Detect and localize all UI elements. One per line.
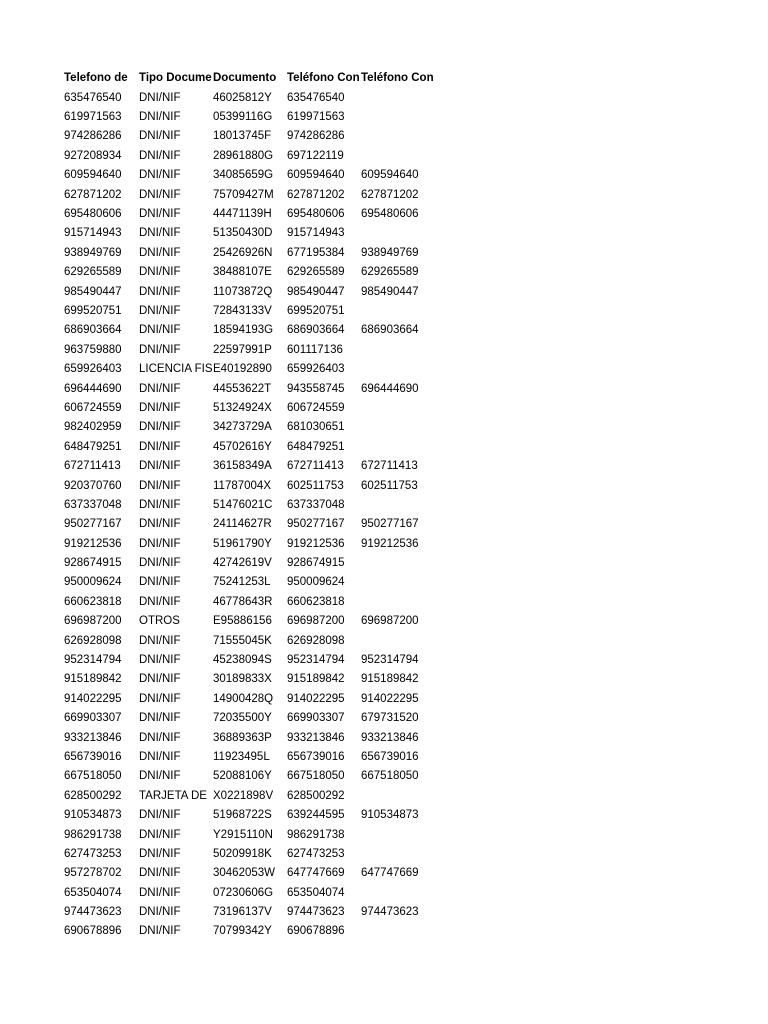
table-cell[interactable]: 915189842 xyxy=(361,673,419,686)
table-cell[interactable]: 11923495L xyxy=(213,750,270,763)
table-cell[interactable]: 695480606 xyxy=(361,208,419,221)
table-cell[interactable]: 681030651 xyxy=(287,421,345,434)
table-cell[interactable]: 629265589 xyxy=(361,266,419,279)
table-cell[interactable]: DNI/NIF xyxy=(139,188,181,201)
table-cell[interactable]: 46025812Y xyxy=(213,91,272,104)
column-header[interactable]: Teléfono Con xyxy=(361,72,434,84)
table-cell[interactable]: 690678896 xyxy=(64,925,122,938)
table-cell[interactable]: 656739016 xyxy=(287,750,345,763)
table-cell[interactable]: 609594640 xyxy=(287,169,345,182)
table-cell[interactable]: 627473253 xyxy=(64,847,122,860)
table-cell[interactable]: 629265589 xyxy=(287,266,345,279)
table-cell[interactable]: DNI/NIF xyxy=(139,537,181,550)
table-cell[interactable]: 985490447 xyxy=(64,285,122,298)
table-cell[interactable]: 974473623 xyxy=(287,906,345,919)
table-cell[interactable]: TARJETA DE xyxy=(139,789,207,802)
table-cell[interactable]: 44553622T xyxy=(213,382,272,395)
table-cell[interactable]: 985490447 xyxy=(287,285,345,298)
table-row xyxy=(64,650,435,669)
table-cell[interactable]: 667518050 xyxy=(361,770,419,783)
table-row xyxy=(64,573,435,592)
table-cell[interactable]: Y2915110N xyxy=(213,828,273,841)
table-cell[interactable]: 653504074 xyxy=(287,886,345,899)
table-cell[interactable]: OTROS xyxy=(139,615,180,628)
table-cell[interactable]: 45702616Y xyxy=(213,440,272,453)
table-cell[interactable]: 647747669 xyxy=(287,867,345,880)
table-cell[interactable]: DNI/NIF xyxy=(139,925,181,938)
table-cell[interactable]: DNI/NIF xyxy=(139,479,181,492)
table-cell[interactable]: 609594640 xyxy=(64,169,122,182)
table-cell[interactable]: 18594193G xyxy=(213,324,274,337)
table-row xyxy=(64,301,435,320)
column-header[interactable]: Teléfono Con xyxy=(287,72,360,84)
column-header[interactable]: Tipo Docume xyxy=(139,72,212,84)
table-cell[interactable]: 659926403 xyxy=(64,363,122,376)
table-cell[interactable]: 686903664 xyxy=(287,324,345,337)
table-cell[interactable]: DNI/NIF xyxy=(139,246,181,259)
table-cell[interactable]: DNI/NIF xyxy=(139,304,181,317)
table-row xyxy=(64,185,435,204)
table-cell[interactable]: 952314794 xyxy=(287,654,345,667)
table-cell[interactable]: 72035500Y xyxy=(213,712,272,725)
table-cell[interactable]: 943558745 xyxy=(287,382,345,395)
table-cell[interactable]: 30189833X xyxy=(213,673,272,686)
table-cell[interactable]: 982402959 xyxy=(64,421,122,434)
table-cell[interactable]: 22597991P xyxy=(213,343,272,356)
table-cell[interactable]: 628500292 xyxy=(64,789,122,802)
table-cell[interactable]: DNI/NIF xyxy=(139,518,181,531)
table-row xyxy=(64,612,435,631)
table-cell[interactable]: 30462053W xyxy=(213,867,276,880)
table-cell[interactable]: 669903307 xyxy=(64,712,122,725)
table-cell[interactable]: 938949769 xyxy=(361,246,419,259)
table-cell[interactable]: 933213846 xyxy=(287,731,345,744)
table-cell[interactable]: 672711413 xyxy=(361,460,418,473)
table-cell[interactable]: 919212536 xyxy=(64,537,122,550)
table-row xyxy=(64,204,435,223)
table-cell[interactable]: 627871202 xyxy=(64,188,122,201)
table-cell[interactable]: DNI/NIF xyxy=(139,130,181,143)
table-cell[interactable]: 38488107E xyxy=(213,266,272,279)
table-cell[interactable]: 635476540 xyxy=(64,91,122,104)
table-cell[interactable]: 70799342Y xyxy=(213,925,272,938)
table-cell[interactable]: 950009624 xyxy=(287,576,345,589)
table-cell[interactable]: 602511753 xyxy=(361,479,418,492)
table-cell[interactable]: 637337048 xyxy=(287,498,345,511)
table-cell[interactable]: 915714943 xyxy=(64,227,122,240)
table-cell[interactable]: 950009624 xyxy=(64,576,122,589)
table-cell[interactable]: 986291738 xyxy=(287,828,345,841)
table-cell[interactable]: 602511753 xyxy=(287,479,344,492)
table-cell[interactable]: 957278702 xyxy=(64,867,122,880)
table-cell[interactable]: 28961880G xyxy=(213,149,274,162)
table-cell[interactable]: DNI/NIF xyxy=(139,809,181,822)
table-cell[interactable]: DNI/NIF xyxy=(139,111,181,124)
table-cell[interactable]: 36889363P xyxy=(213,731,272,744)
table-row xyxy=(64,864,435,883)
table-row xyxy=(64,825,435,844)
table-cell[interactable]: DNI/NIF xyxy=(139,208,181,221)
table-cell[interactable]: DNI/NIF xyxy=(139,324,181,337)
table-cell[interactable]: 686903664 xyxy=(361,324,419,337)
table-cell[interactable]: 626928098 xyxy=(287,634,345,647)
column-header[interactable]: Documento xyxy=(213,72,277,84)
table-cell[interactable]: 11787004X xyxy=(213,479,271,492)
table-cell[interactable]: 627871202 xyxy=(361,188,419,201)
table-row xyxy=(64,437,435,456)
table-row xyxy=(64,883,435,902)
table-cell[interactable]: 18013745F xyxy=(213,130,272,143)
table-row xyxy=(64,495,435,514)
table-row xyxy=(64,263,435,282)
table-row xyxy=(64,670,435,689)
table-cell[interactable]: 628500292 xyxy=(287,789,345,802)
table-cell[interactable]: DNI/NIF xyxy=(139,906,181,919)
column-header[interactable]: Telefono de xyxy=(64,72,128,84)
table-row xyxy=(64,767,435,786)
table-cell[interactable]: 72843133V xyxy=(213,304,272,317)
table-row xyxy=(64,786,435,805)
table-cell[interactable]: 75709427M xyxy=(213,188,274,201)
table-cell[interactable]: 34273729A xyxy=(213,421,272,434)
table-cell[interactable]: X0221898V xyxy=(213,789,274,802)
table-cell[interactable]: 619971563 xyxy=(287,111,345,124)
table-cell[interactable]: 639244595 xyxy=(287,809,345,822)
table-row xyxy=(64,418,435,437)
table-cell[interactable]: 933213846 xyxy=(361,731,419,744)
table-cell[interactable]: DNI/NIF xyxy=(139,886,181,899)
header-row xyxy=(64,68,435,88)
table-cell[interactable]: DNI/NIF xyxy=(139,595,181,608)
table-row xyxy=(64,534,435,553)
table-cell[interactable]: DNI/NIF xyxy=(139,285,181,298)
table-cell[interactable]: 626928098 xyxy=(64,634,122,647)
table-cell[interactable]: DNI/NIF xyxy=(139,421,181,434)
table-cell[interactable]: 915189842 xyxy=(64,673,122,686)
table-cell[interactable]: 34085659G xyxy=(213,169,274,182)
table-cell[interactable]: 648479251 xyxy=(64,440,122,453)
table-cell[interactable]: DNI/NIF xyxy=(139,770,181,783)
table-cell[interactable]: 51961790Y xyxy=(213,537,272,550)
table-cell[interactable]: 51350430D xyxy=(213,227,273,240)
table-cell[interactable]: 950277167 xyxy=(287,518,345,531)
table-cell[interactable]: 606724559 xyxy=(287,401,345,414)
table-cell[interactable]: 660623818 xyxy=(287,595,345,608)
table-cell[interactable]: 51476021C xyxy=(213,498,273,511)
table-cell[interactable]: 05399116G xyxy=(213,111,273,124)
table-cell[interactable]: 679731520 xyxy=(361,712,419,725)
table-cell[interactable]: 619971563 xyxy=(64,111,122,124)
table-cell[interactable]: 609594640 xyxy=(361,169,419,182)
table-cell[interactable]: 07230606G xyxy=(213,886,274,899)
table-row xyxy=(64,592,435,611)
table-cell[interactable]: 696444690 xyxy=(64,382,122,395)
table-row xyxy=(64,728,435,747)
table-cell[interactable]: 974473623 xyxy=(64,906,122,919)
table-cell[interactable]: 45238094S xyxy=(213,654,272,667)
table-row xyxy=(64,88,435,107)
table-cell[interactable]: 696987200 xyxy=(361,615,419,628)
table-row xyxy=(64,689,435,708)
table-cell[interactable]: DNI/NIF xyxy=(139,169,181,182)
table-cell[interactable]: 919212536 xyxy=(361,537,419,550)
table-row xyxy=(64,515,435,534)
table-cell[interactable]: 695480606 xyxy=(287,208,345,221)
table-row xyxy=(64,127,435,146)
table-cell[interactable]: 14900428Q xyxy=(213,692,274,705)
table-cell[interactable]: 938949769 xyxy=(64,246,122,259)
table-cell[interactable]: 667518050 xyxy=(64,770,122,783)
table-cell[interactable]: 667518050 xyxy=(287,770,345,783)
table-cell[interactable]: DNI/NIF xyxy=(139,634,181,647)
table-cell[interactable]: DNI/NIF xyxy=(139,460,181,473)
table-row xyxy=(64,340,435,359)
table-cell[interactable]: 697122119 xyxy=(287,149,344,162)
table-cell[interactable]: 635476540 xyxy=(287,91,345,104)
table-cell[interactable]: DNI/NIF xyxy=(139,731,181,744)
table-row xyxy=(64,456,435,475)
table-cell[interactable]: 696987200 xyxy=(64,615,122,628)
table-cell[interactable]: 25426926N xyxy=(213,246,273,259)
table-cell[interactable]: 50209918K xyxy=(213,847,272,860)
table-cell[interactable]: 659926403 xyxy=(287,363,345,376)
table-cell[interactable]: 44471139H xyxy=(213,208,272,221)
table-cell[interactable]: 648479251 xyxy=(287,440,345,453)
table-cell[interactable]: DNI/NIF xyxy=(139,654,181,667)
table-cell[interactable]: DNI/NIF xyxy=(139,149,181,162)
table-cell[interactable]: E40192890 xyxy=(213,363,272,376)
table-cell[interactable]: 920370760 xyxy=(64,479,122,492)
table-cell[interactable]: DNI/NIF xyxy=(139,401,181,414)
table-row xyxy=(64,282,435,301)
table-cell[interactable]: 985490447 xyxy=(361,285,419,298)
table-row xyxy=(64,922,435,941)
table-cell[interactable]: 672711413 xyxy=(287,460,344,473)
table-row xyxy=(64,709,435,728)
table-cell[interactable]: 910534873 xyxy=(64,809,122,822)
table-row xyxy=(64,902,435,921)
table-cell[interactable]: 51324924X xyxy=(213,401,272,414)
table-cell[interactable]: 928674915 xyxy=(287,557,345,570)
table-cell[interactable]: 915189842 xyxy=(287,673,345,686)
table-cell[interactable]: 75241253L xyxy=(213,576,271,589)
table-cell[interactable]: DNI/NIF xyxy=(139,227,181,240)
table-cell[interactable]: 653504074 xyxy=(64,886,122,899)
table-row xyxy=(64,146,435,165)
table-cell[interactable]: 933213846 xyxy=(64,731,122,744)
table-cell[interactable]: DNI/NIF xyxy=(139,266,181,279)
table-row xyxy=(64,398,435,417)
table-cell[interactable]: DNI/NIF xyxy=(139,828,181,841)
table-row xyxy=(64,553,435,572)
table-cell[interactable]: 686903664 xyxy=(64,324,122,337)
table-cell[interactable]: LICENCIA FIS xyxy=(139,363,213,376)
table-cell[interactable]: 656739016 xyxy=(64,750,122,763)
table-cell[interactable]: 690678896 xyxy=(287,925,345,938)
table-cell[interactable]: 672711413 xyxy=(64,460,121,473)
table-cell[interactable]: 914022295 xyxy=(64,692,122,705)
table-cell[interactable]: 606724559 xyxy=(64,401,122,414)
table-cell[interactable]: DNI/NIF xyxy=(139,91,181,104)
table-cell[interactable]: 601117136 xyxy=(287,343,343,356)
table-cell[interactable]: DNI/NIF xyxy=(139,712,181,725)
table-cell[interactable]: 915714943 xyxy=(287,227,345,240)
table-row xyxy=(64,476,435,495)
table-cell[interactable]: DNI/NIF xyxy=(139,847,181,860)
table-body xyxy=(64,88,435,941)
table-cell[interactable]: 699520751 xyxy=(287,304,345,317)
table-cell[interactable]: 695480606 xyxy=(64,208,122,221)
table-cell[interactable]: DNI/NIF xyxy=(139,498,181,511)
table-cell[interactable]: DNI/NIF xyxy=(139,343,181,356)
table-cell[interactable]: DNI/NIF xyxy=(139,692,181,705)
table-row xyxy=(64,631,435,650)
table-row xyxy=(64,224,435,243)
table-cell[interactable]: DNI/NIF xyxy=(139,382,181,395)
table-cell[interactable]: DNI/NIF xyxy=(139,576,181,589)
table-cell[interactable]: 42742619V xyxy=(213,557,272,570)
table-cell[interactable]: 627871202 xyxy=(287,188,345,201)
table-row xyxy=(64,321,435,340)
table-cell[interactable]: 46778643R xyxy=(213,595,273,608)
table-cell[interactable]: 669903307 xyxy=(287,712,345,725)
table-cell[interactable]: 974286286 xyxy=(287,130,345,143)
table-cell[interactable]: 637337048 xyxy=(64,498,122,511)
table-cell[interactable]: DNI/NIF xyxy=(139,867,181,880)
table-cell[interactable]: 950277167 xyxy=(361,518,419,531)
table-cell[interactable]: 950277167 xyxy=(64,518,122,531)
table-cell[interactable]: 974473623 xyxy=(361,906,419,919)
table-cell[interactable]: 51968722S xyxy=(213,809,272,822)
table-row xyxy=(64,805,435,824)
table-cell[interactable]: 52088106Y xyxy=(213,770,272,783)
table-cell[interactable]: 927208934 xyxy=(64,149,122,162)
table-cell[interactable]: DNI/NIF xyxy=(139,557,181,570)
table-row xyxy=(64,166,435,185)
table-cell[interactable]: 660623818 xyxy=(64,595,122,608)
table-cell[interactable]: 974286286 xyxy=(64,130,122,143)
table-cell[interactable]: 963759880 xyxy=(64,343,122,356)
spreadsheet xyxy=(64,68,435,941)
table-cell[interactable]: 73196137V xyxy=(213,906,272,919)
table-cell[interactable]: 952314794 xyxy=(361,654,419,667)
table-cell[interactable]: 952314794 xyxy=(64,654,122,667)
table-cell[interactable]: E95886156 xyxy=(213,615,272,628)
table-row xyxy=(64,844,435,863)
table-cell[interactable]: 71555045K xyxy=(213,634,272,647)
table-cell[interactable]: 914022295 xyxy=(287,692,345,705)
table-cell[interactable]: 919212536 xyxy=(287,537,345,550)
table-cell[interactable]: 696444690 xyxy=(361,382,419,395)
table-cell[interactable]: 699520751 xyxy=(64,304,122,317)
table-cell[interactable]: 11073872Q xyxy=(213,285,273,298)
table-cell[interactable]: 914022295 xyxy=(361,692,419,705)
table-cell[interactable]: 656739016 xyxy=(361,750,419,763)
table-row xyxy=(64,359,435,378)
table-cell[interactable]: 24114627R xyxy=(213,518,272,531)
table-cell[interactable]: DNI/NIF xyxy=(139,440,181,453)
table-cell[interactable]: 986291738 xyxy=(64,828,122,841)
table-cell[interactable]: 36158349A xyxy=(213,460,272,473)
table-cell[interactable]: 647747669 xyxy=(361,867,419,880)
table-cell[interactable]: DNI/NIF xyxy=(139,750,181,763)
table-row xyxy=(64,379,435,398)
table-row xyxy=(64,107,435,126)
table-cell[interactable]: 677195384 xyxy=(287,246,345,259)
table-cell[interactable]: 627473253 xyxy=(287,847,345,860)
table-row xyxy=(64,243,435,262)
table-cell[interactable]: 629265589 xyxy=(64,266,122,279)
table-cell[interactable]: 928674915 xyxy=(64,557,122,570)
table-cell[interactable]: 696987200 xyxy=(287,615,345,628)
table-cell[interactable]: 910534873 xyxy=(361,809,419,822)
table-row xyxy=(64,747,435,766)
table-cell[interactable]: DNI/NIF xyxy=(139,673,181,686)
